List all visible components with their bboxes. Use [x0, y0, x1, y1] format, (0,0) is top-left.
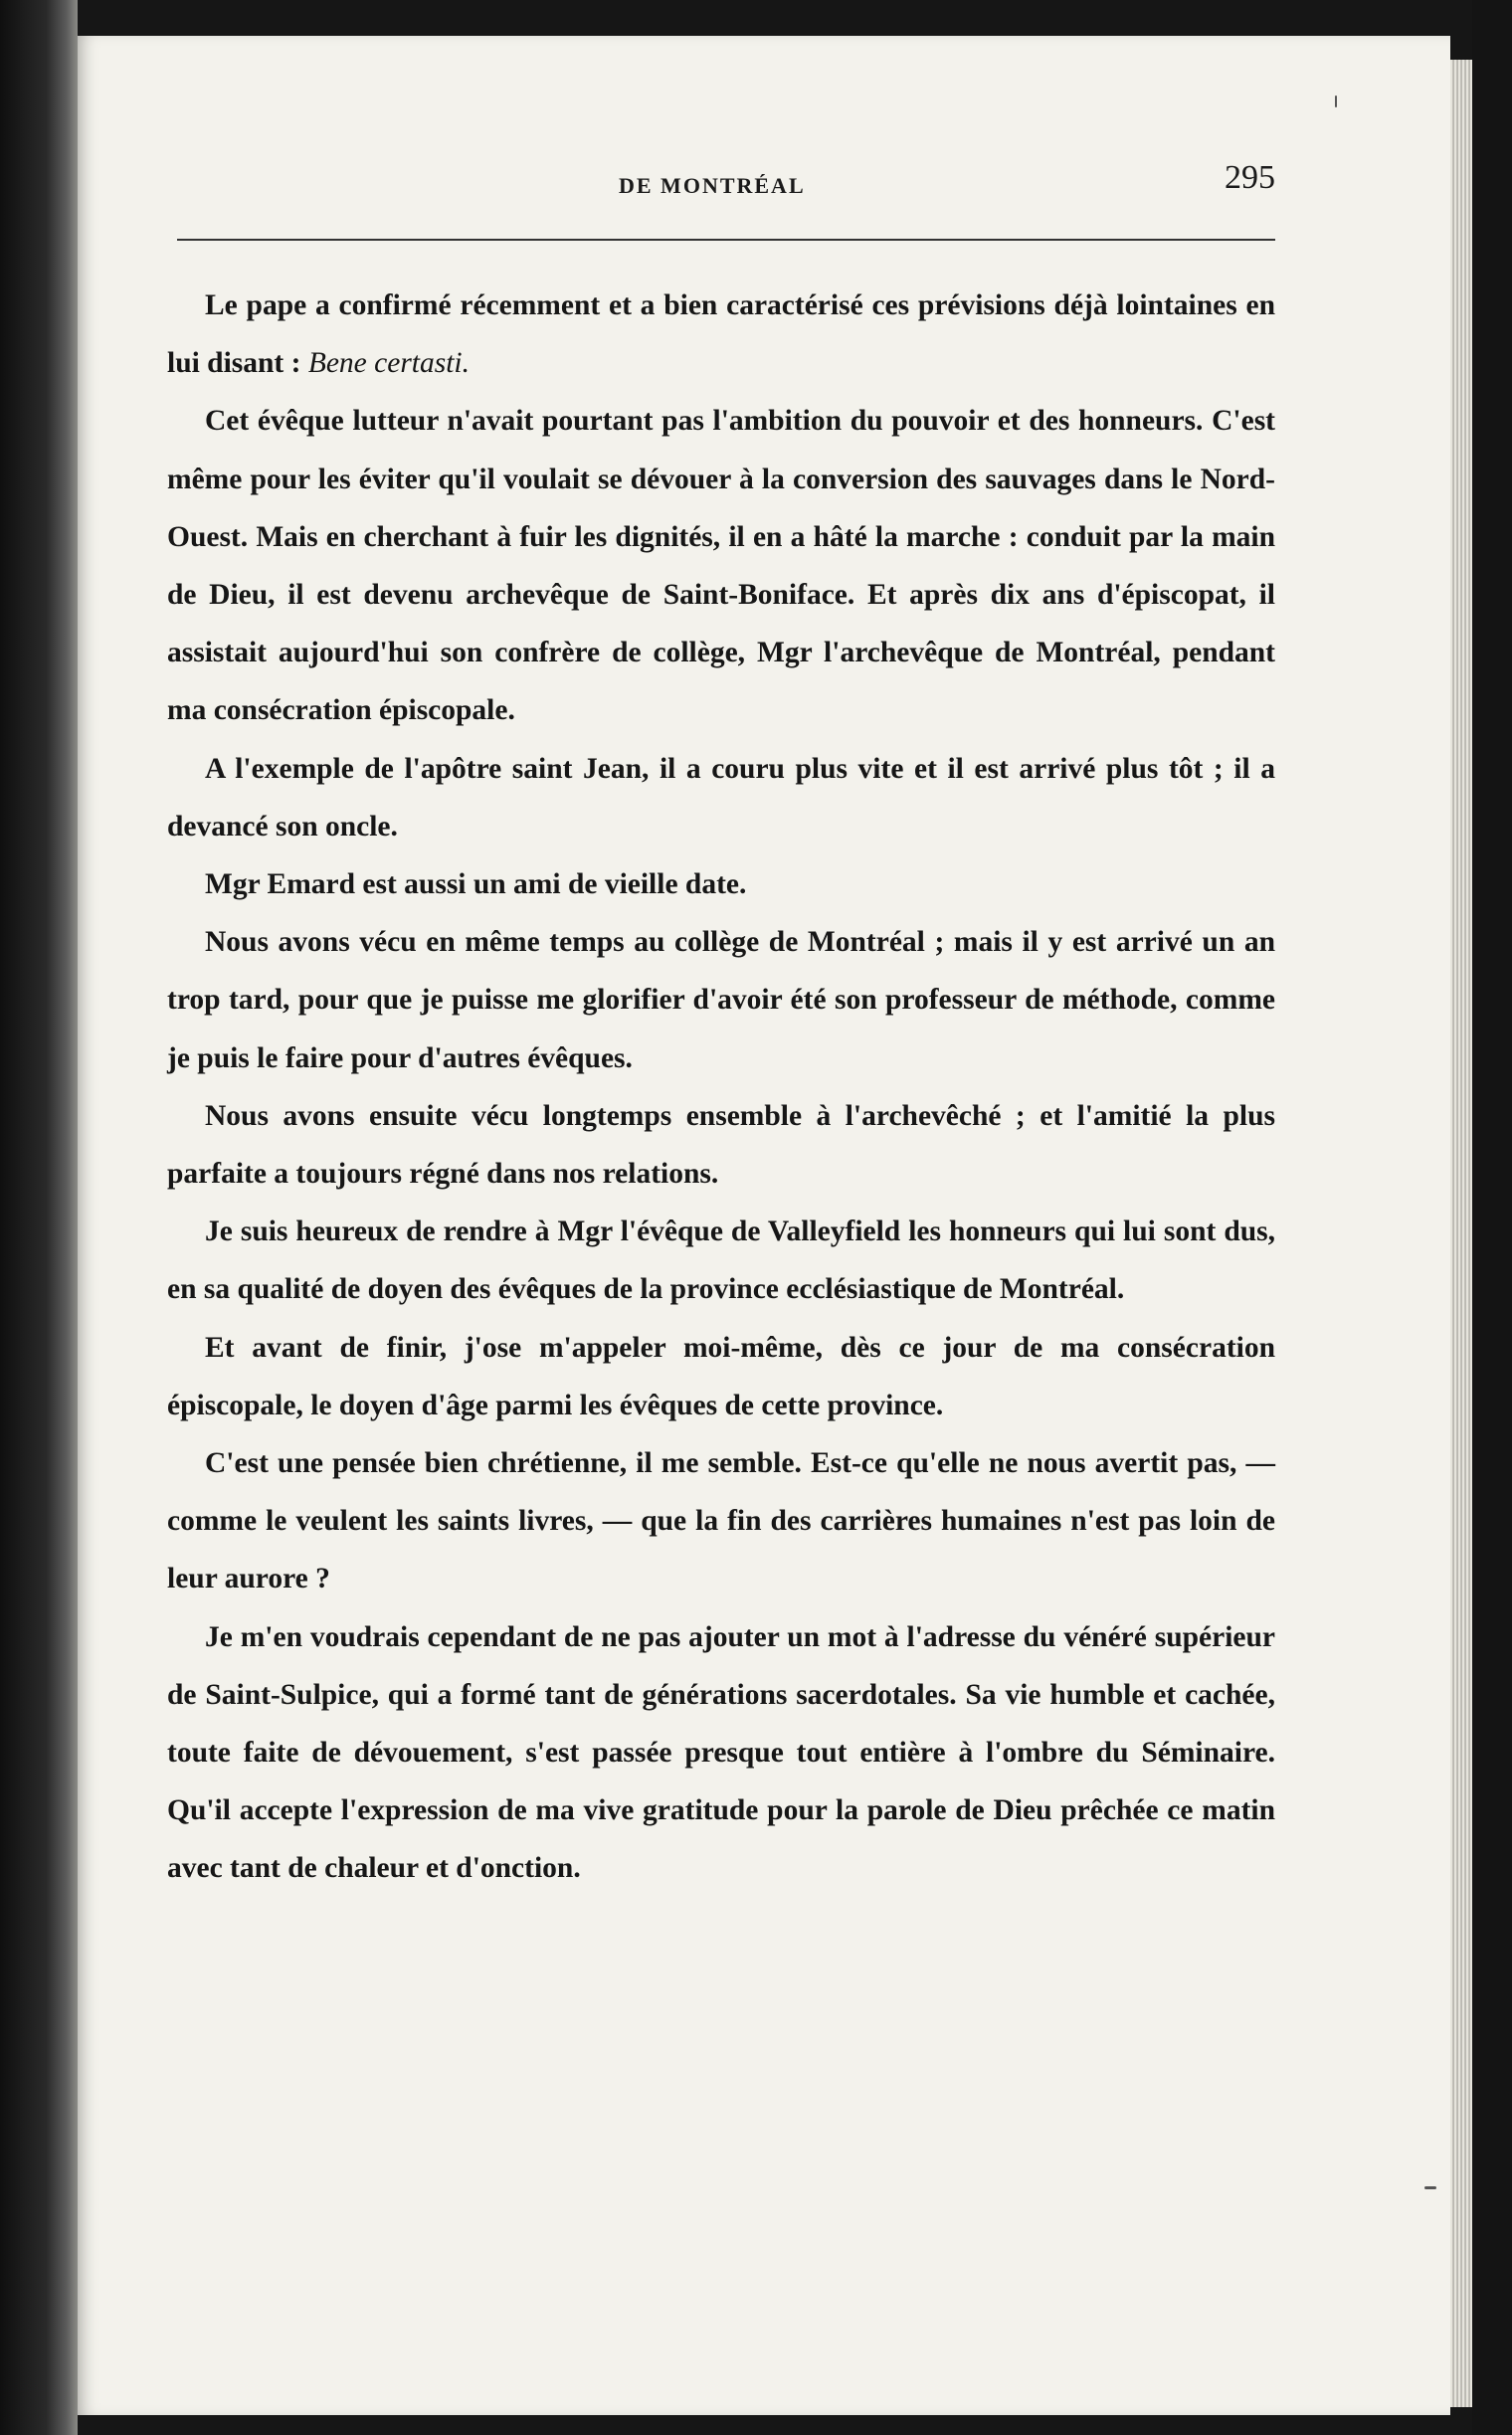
margin-mark: [1335, 95, 1337, 107]
paragraph: Mgr Emard est aussi un ami de vieille date.: [205, 868, 747, 901]
page-header: [177, 155, 1275, 205]
paragraph: C'est une pensée bien chrétienne, il me semble. Est-ce qu'elle ne nous avertit pas, — comme le veulent les saints livres, — que la fin des carrières humaines n'est pas loin de leur aurore ?: [167, 1447, 1275, 1595]
paragraph-text: Le pape a confirmé récemment et a bien caractérisé ces prévisions déjà lointaines en lui disant :: [167, 289, 1275, 380]
paragraph: Je m'en voudrais cependant de ne pas ajouter un mot à l'adresse du vénéré supérieur de Saint-Sulpice, qui a formé tant de générations sacerdotales. Sa vie humble et cachée, toute faite de dévouement, s'est passée presque tout entière à l'ombre du Séminaire. Qu'il accepte l'expression de ma vive gratitude pour la parole de Dieu prêchée ce matin avec tant de chaleur et d'onction.: [167, 1620, 1275, 1885]
header-rule: [177, 239, 1275, 241]
paragraph: A l'exemple de l'apôtre saint Jean, il a couru plus vite et il est arrivé plus tôt ; il a devancé son oncle.: [167, 752, 1275, 843]
paragraph: Et avant de finir, j'ose m'appeler moi-même, dès ce jour de ma consécration épiscopale, le doyen d'âge parmi les évêques de cette province.: [167, 1331, 1275, 1421]
body-text: [167, 277, 1275, 1898]
paragraph: Je suis heureux de rendre à Mgr l'évêque de Valleyfield les honneurs qui lui sont dus, en sa qualité de doyen des évêques de la province ecclésiastique de Montréal.: [167, 1216, 1275, 1306]
running-head: DE MONTRÉAL: [619, 173, 806, 198]
paragraph: Cet évêque lutteur n'avait pourtant pas l'ambition du pouvoir et des honneurs. C'est même pour les éviter qu'il voulait se dévouer à la conversion des sauvages dans le Nord-Ouest. Mais en cherchant à fuir les dignités, il en a hâté la marche : conduit par la main de Dieu, il est devenu archevêque de Saint-Boniface. Et après dix ans d'épiscopat, il assistait aujourd'hui son confrère de collège, Mgr l'archevêque de Montréal, pendant ma consécration épiscopale.: [167, 405, 1275, 727]
page-number: 295: [1225, 159, 1275, 196]
scan-border: [1472, 0, 1512, 2435]
binding-shadow: [0, 0, 78, 2435]
paragraph: Nous avons ensuite vécu longtemps ensemble à l'archevêché ; et l'amitié la plus parfaite a toujours régné dans nos relations.: [167, 1099, 1275, 1191]
paragraph: Nous avons vécu en même temps au collège de Montréal ; mais il y est arrivé un an trop tard, pour que je puisse me glorifier d'avoir été son professeur de méthode, comme je puis le faire pour d'autres évêques.: [167, 926, 1275, 1074]
margin-mark: [1424, 2186, 1436, 2189]
latin-quote: Bene certasti.: [307, 347, 471, 380]
page-edges: [1450, 60, 1472, 2407]
paragraph: [167, 277, 1275, 392]
